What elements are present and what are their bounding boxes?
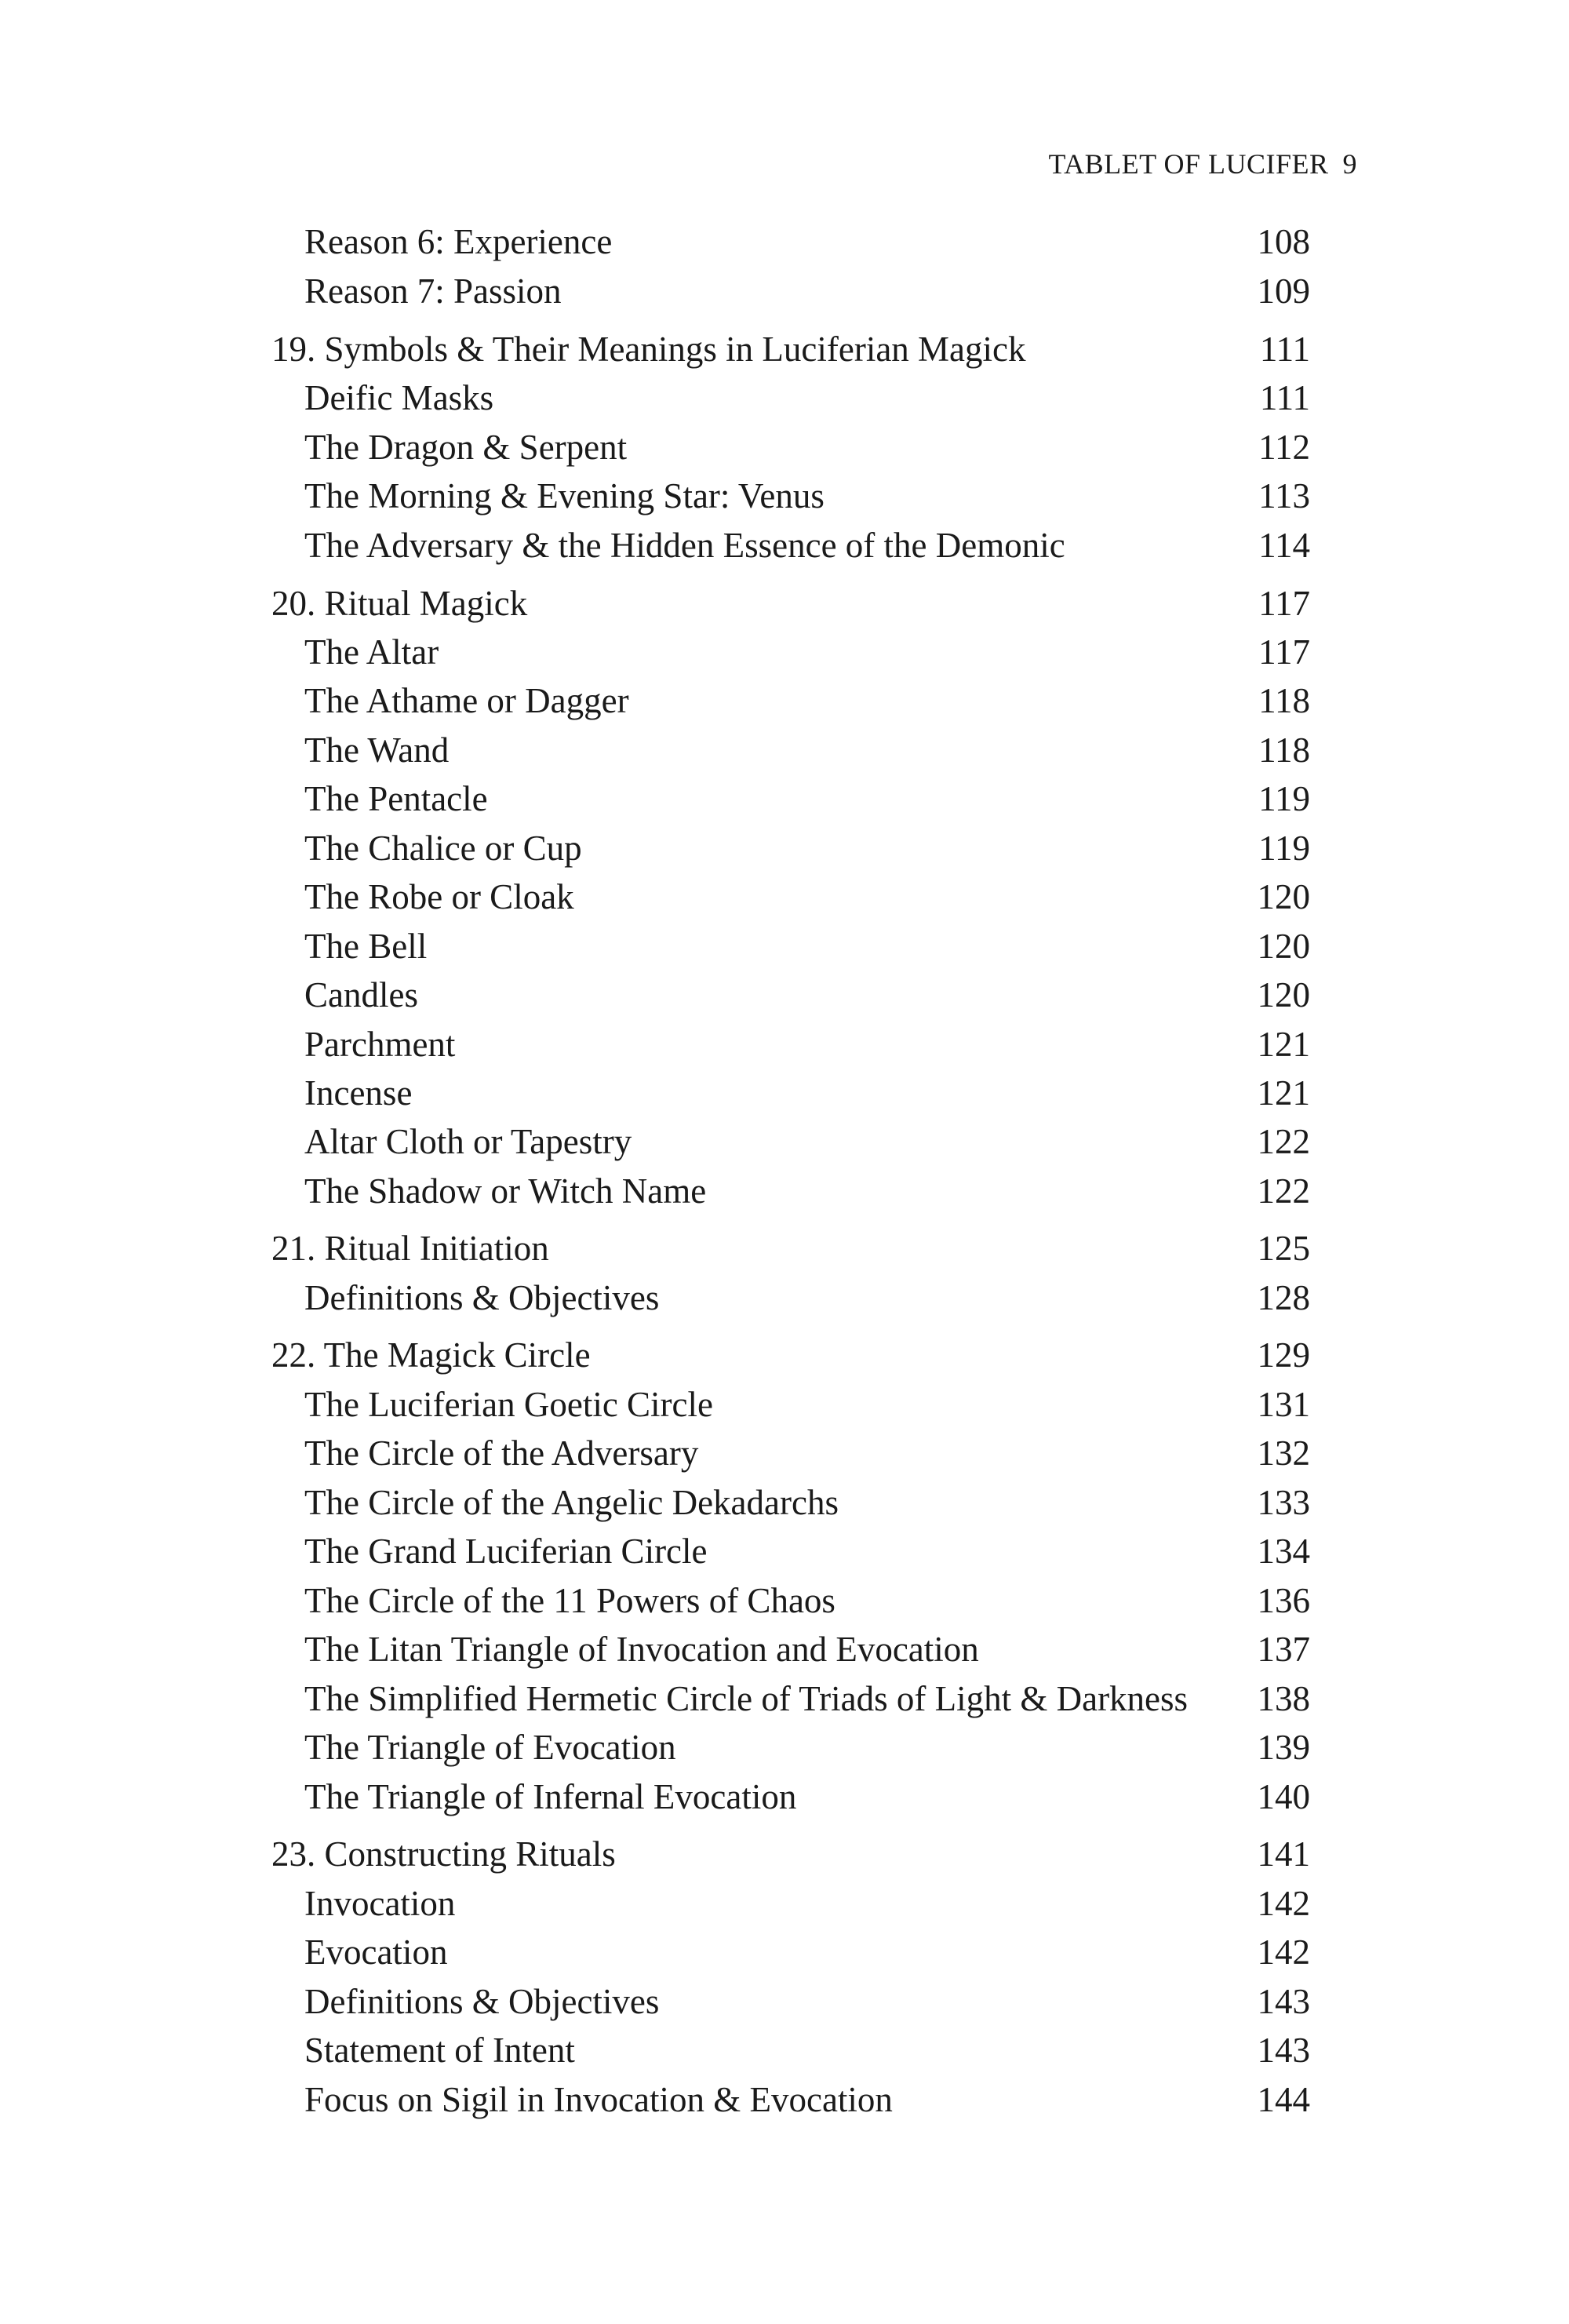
toc-entry-title: The Pentacle (304, 779, 488, 818)
toc-entry-title: The Simplified Hermetic Circle of Triads of Light & Darkness (304, 1679, 1189, 1718)
toc-entry-title: Invocation (304, 1884, 456, 1923)
toc-entry-page-number: 129 (1257, 1335, 1310, 1375)
toc-section-entry (0, 1978, 1569, 2025)
toc-entry-page-number: 117 (1258, 584, 1310, 623)
toc-section-entry (0, 923, 1569, 970)
toc-entry-page-number: 121 (1257, 1073, 1310, 1113)
toc-entry-title: 21. Ritual Initiation (271, 1229, 549, 1268)
toc-section-entry (0, 1626, 1569, 1673)
toc-entry-page-number: 119 (1258, 829, 1310, 868)
toc-entry-title: The Athame or Dagger (304, 681, 629, 720)
folio-page-number: 9 (1342, 148, 1357, 180)
running-header (1049, 148, 1357, 180)
toc-section-entry (0, 775, 1569, 822)
toc-entry-page-number: 113 (1258, 476, 1310, 515)
toc-entry-page-number: 134 (1257, 1532, 1310, 1571)
toc-entry-title: The Dragon & Serpent (304, 428, 628, 467)
toc-entry-page-number: 111 (1259, 378, 1310, 417)
toc-entry-title: The Luciferian Goetic Circle (304, 1385, 713, 1424)
toc-entry-title: The Triangle of Evocation (304, 1728, 676, 1767)
toc-section-entry (0, 873, 1569, 920)
toc-entry-page-number: 109 (1257, 271, 1310, 311)
toc-section-entry (0, 1929, 1569, 1976)
toc-entry-title: 20. Ritual Magick (271, 584, 528, 623)
toc-entry-title: 23. Constructing Rituals (271, 1834, 616, 1874)
toc-entry-title: Incense (304, 1073, 413, 1113)
toc-entry-title: Altar Cloth or Tapestry (304, 1122, 632, 1161)
toc-entry-title: Parchment (304, 1025, 456, 1064)
toc-section-entry (0, 677, 1569, 724)
toc-entry-page-number: 114 (1258, 526, 1310, 565)
toc-entry-page-number: 120 (1257, 927, 1310, 966)
toc-entry-title: The Litan Triangle of Invocation and Evocation (304, 1630, 979, 1669)
toc-entry-title: The Circle of the Adversary (304, 1433, 699, 1473)
toc-entry-page-number: 108 (1257, 222, 1310, 261)
toc-entry-title: Reason 7: Passion (304, 271, 562, 311)
toc-entry-page-number: 140 (1257, 1777, 1310, 1816)
toc-section-entry (0, 374, 1569, 421)
toc-entry-page-number: 120 (1257, 975, 1310, 1014)
toc-chapter-entry (0, 1331, 1569, 1379)
toc-chapter-entry (0, 1225, 1569, 1272)
toc-section-entry (0, 1381, 1569, 1428)
toc-entry-title: The Bell (304, 927, 428, 966)
toc-section-entry (0, 1479, 1569, 1526)
toc-chapter-entry (0, 580, 1569, 627)
running-title: TABLET OF LUCIFER (1048, 148, 1329, 180)
toc-entry-page-number: 118 (1258, 681, 1310, 720)
toc-entry-page-number: 136 (1257, 1581, 1310, 1620)
toc-entry-title: Deific Masks (304, 378, 494, 417)
toc-entry-title: Statement of Intent (304, 2031, 575, 2070)
toc-entry-title: The Circle of the Angelic Dekadarchs (304, 1483, 839, 1522)
toc-section-entry (0, 1021, 1569, 1068)
toc-entry-title: Evocation (304, 1932, 448, 1972)
toc-section-entry (0, 472, 1569, 519)
toc-entry-page-number: 122 (1257, 1122, 1310, 1161)
toc-entry-title: The Chalice or Cup (304, 829, 582, 868)
toc-entry-page-number: 137 (1257, 1630, 1310, 1669)
toc-entry-page-number: 119 (1258, 779, 1310, 818)
toc-entry-title: The Adversary & the Hidden Essence of the Demonic (304, 526, 1065, 565)
toc-chapter-entry (0, 326, 1569, 373)
toc-section-entry (0, 218, 1569, 265)
toc-entry-page-number: 142 (1257, 1884, 1310, 1923)
toc-entry-title: The Shadow or Witch Name (304, 1171, 707, 1211)
toc-section-entry (0, 825, 1569, 872)
toc-section-entry (0, 1675, 1569, 1722)
toc-entry-page-number: 131 (1257, 1385, 1310, 1424)
toc-entry-page-number: 138 (1257, 1679, 1310, 1718)
toc-entry-page-number: 111 (1259, 330, 1310, 369)
toc-chapter-entry (0, 1830, 1569, 1878)
toc-entry-page-number: 112 (1258, 428, 1310, 467)
toc-entry-page-number: 128 (1257, 1278, 1310, 1317)
toc-entry-page-number: 142 (1257, 1932, 1310, 1972)
toc-entry-page-number: 139 (1257, 1728, 1310, 1767)
toc-entry-title: The Wand (304, 730, 450, 770)
toc-entry-title: Focus on Sigil in Invocation & Evocation (304, 2080, 893, 2119)
toc-entry-title: Definitions & Objectives (304, 1982, 660, 2021)
toc-section-entry (0, 1274, 1569, 1321)
toc-entry-title: Definitions & Objectives (304, 1278, 660, 1317)
toc-entry-title: The Robe or Cloak (304, 877, 574, 916)
toc-section-entry (0, 1528, 1569, 1575)
toc-section-entry (0, 2027, 1569, 2074)
toc-entry-page-number: 117 (1258, 632, 1310, 672)
toc-section-entry (0, 971, 1569, 1018)
toc-section-entry (0, 1724, 1569, 1771)
toc-section-entry (0, 1577, 1569, 1624)
toc-section-entry (0, 1773, 1569, 1820)
toc-entry-page-number: 133 (1257, 1483, 1310, 1522)
toc-entry-page-number: 120 (1257, 877, 1310, 916)
toc-section-entry (0, 1167, 1569, 1215)
toc-entry-page-number: 125 (1257, 1229, 1310, 1268)
toc-section-entry (0, 1880, 1569, 1927)
toc-entry-page-number: 141 (1257, 1834, 1310, 1874)
toc-entry-title: The Circle of the 11 Powers of Chaos (304, 1581, 835, 1620)
toc-entry-title: Reason 6: Experience (304, 222, 613, 261)
toc-entry-title: The Triangle of Infernal Evocation (304, 1777, 797, 1816)
toc-entry-title: The Altar (304, 632, 439, 672)
toc-section-entry (0, 522, 1569, 569)
toc-section-entry (0, 424, 1569, 471)
toc-section-entry (0, 2076, 1569, 2123)
toc-entry-title: 22. The Magick Circle (271, 1335, 591, 1375)
toc-entry-title: The Morning & Evening Star: Venus (304, 476, 825, 515)
toc-section-entry (0, 727, 1569, 774)
toc-section-entry (0, 268, 1569, 315)
toc-entry-title: The Grand Luciferian Circle (304, 1532, 708, 1571)
toc-section-entry (0, 1430, 1569, 1477)
toc-entry-page-number: 143 (1257, 1982, 1310, 2021)
toc-entry-page-number: 118 (1258, 730, 1310, 770)
toc-entry-page-number: 144 (1257, 2080, 1310, 2119)
toc-section-entry (0, 628, 1569, 676)
toc-entry-page-number: 122 (1257, 1171, 1310, 1211)
toc-entry-page-number: 121 (1257, 1025, 1310, 1064)
toc-entry-page-number: 143 (1257, 2031, 1310, 2070)
toc-entry-page-number: 132 (1257, 1433, 1310, 1473)
toc-entry-title: 19. Symbols & Their Meanings in Luciferian Magick (271, 330, 1026, 369)
toc-section-entry (0, 1118, 1569, 1165)
toc-section-entry (0, 1069, 1569, 1116)
toc-entry-title: Candles (304, 975, 418, 1014)
